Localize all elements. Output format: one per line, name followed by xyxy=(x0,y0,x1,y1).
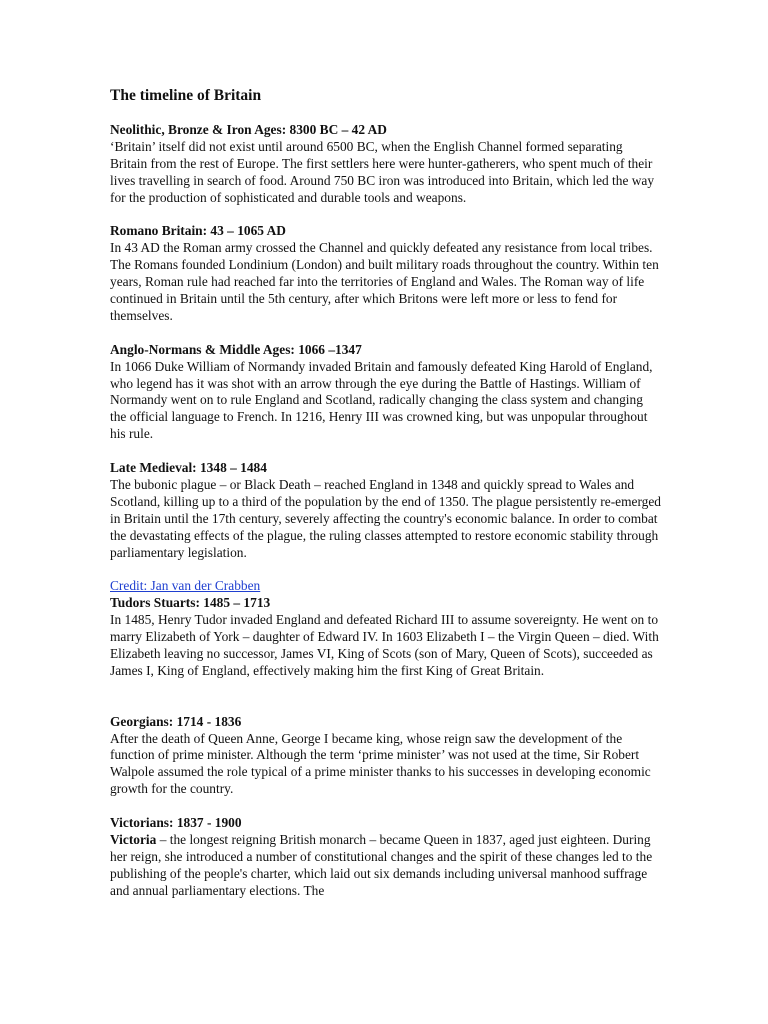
section-body: After the death of Queen Anne, George I became king, whose reign saw the development of the function of prime minister. Although the term ‘prime minister’ was not used at the time, Sir Robert Walpole assumed the role typical of a prime minister thanks to his successes in developing economic growth for the country. xyxy=(110,730,651,797)
section-body: In 1066 Duke William of Normandy invaded Britain and famously defeated King Harold of England, who legend has it was shot with an arrow through the eye during the Battle of Hastings. William of Normandy went on to rule England and Scotland, radically changing the class system and changing the official language to French. In 1216, Henry III was crowned king, but was unpopular throughout his rule. xyxy=(110,358,653,442)
section-late-medieval xyxy=(110,460,662,561)
paragraph-gap xyxy=(110,562,662,579)
section-body: ‘Britain’ itself did not exist until around 6500 BC, when the English Channel formed separating Britain from the rest of Europe. The first settlers here were hunter-gatherers, who spent much of their lives travelling in search of food. Around 750 BC iron was introduced into Britain, which led the way for the production of sophisticated and durable tools and weapons. xyxy=(110,138,655,205)
section-heading: Georgians: 1714 - 1836 xyxy=(110,713,242,729)
section-body: The bubonic plague – or Black Death – reached England in 1348 and quickly spread to Wales and Scotland, killing up to a third of the population by the end of 1350. The plague persistently re-emerged in Britain until the 17th century, severely affecting the country's economic balance. In order to combat the devastating effects of the plague, the ruling classes attempted to restore economic stability through parliamentary legislation. xyxy=(110,476,662,560)
section-body xyxy=(110,832,662,900)
body-text: – the longest reigning British monarch – became Queen in 1837, aged just eighteen. During her reign, she introduced a number of constitutional changes and the spirit of these changes led to the publishing of the people's charter, which laid out six demands including universal manhood suffrage and annual parliamentary elections. The xyxy=(110,831,653,898)
section-heading: Tudors Stuarts: 1485 – 1713 xyxy=(110,595,271,611)
paragraph-gap xyxy=(110,443,662,460)
section-body: In 1485, Henry Tudor invaded England and defeated Richard III to assume sovereignty. He went on to marry Elizabeth of York – daughter of Edward IV. In 1603 Elizabeth I – the Virgin Queen – died. With Elizabeth leaving no successor, James VI, King of Scots (son of Mary, Queen of Scots), succeeded as James I, King of England, effectively making him the first King of Great Britain. xyxy=(110,612,659,678)
section-georgians xyxy=(110,714,662,799)
section-tudors-stuarts xyxy=(110,578,662,679)
section-heading: Anglo-Normans & Middle Ages: 1066 –1347 xyxy=(110,341,362,357)
credit-link[interactable]: Credit: Jan van der Crabben xyxy=(110,578,261,594)
paragraph-gap xyxy=(110,207,662,224)
body-lead-name: Victoria xyxy=(110,831,157,847)
section-heading: Victorians: 1837 - 1900 xyxy=(110,815,242,831)
section-body: In 43 AD the Roman army crossed the Channel and quickly defeated any resistance from local tribes. The Romans founded Londinium (London) and built military roads throughout the country. Within ten years, Roman rule had reached far into the territories of England and Wales. The Roman way of life continued in Britain until the 5th century, after which Britons were left more or less to fend for themselves. xyxy=(110,240,659,323)
section-victorians xyxy=(110,815,662,900)
section-heading: Neolithic, Bronze & Iron Ages: 8300 BC – 42 AD xyxy=(110,122,387,137)
document-title: The timeline of Britain xyxy=(110,87,262,104)
section-romano-britain xyxy=(110,223,662,324)
section-heading: Late Medieval: 1348 – 1484 xyxy=(110,460,267,476)
section-anglo-normans xyxy=(110,342,662,443)
paragraph-gap xyxy=(110,798,662,815)
section-neolithic xyxy=(110,122,662,207)
paragraph-gap xyxy=(110,325,662,342)
paragraph-gap xyxy=(110,680,662,714)
document-page xyxy=(110,86,662,900)
section-heading: Romano Britain: 43 – 1065 AD xyxy=(110,223,286,239)
